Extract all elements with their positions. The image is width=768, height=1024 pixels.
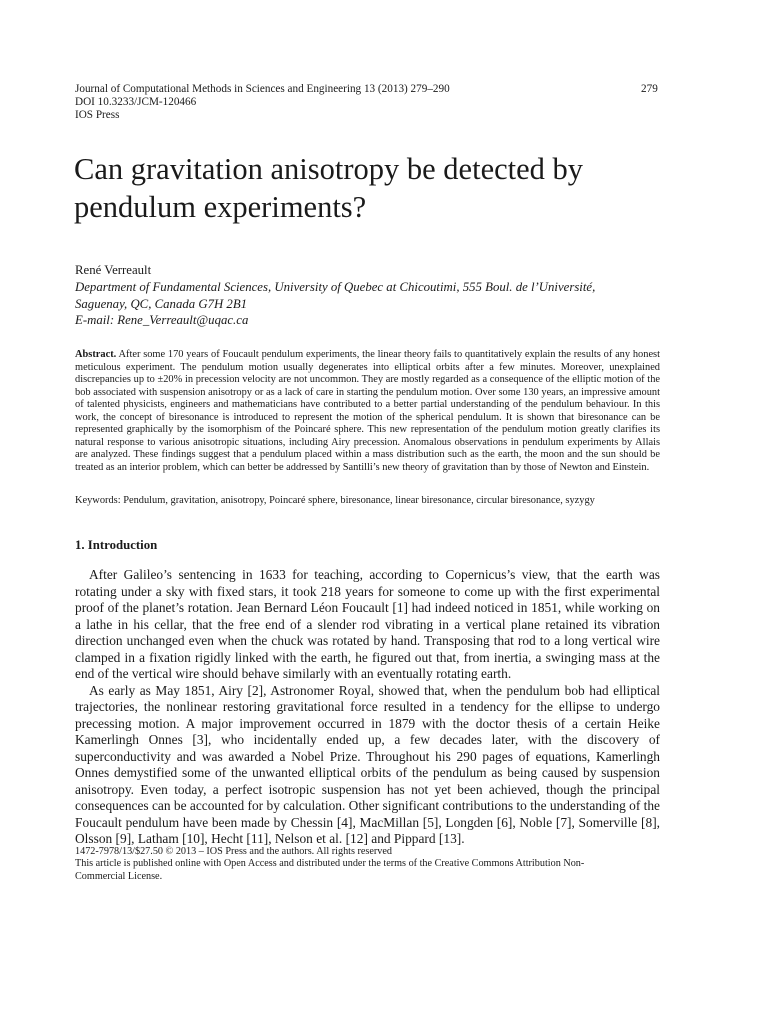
affiliation-address: Saguenay, QC, Canada G7H 2B1 <box>75 296 248 311</box>
doi[interactable]: DOI 10.3233/JCM-120466 <box>75 96 197 108</box>
copyright-line: 1472-7978/13/$27.50 © 2013 – IOS Press and the authors. All rights reserved <box>75 846 393 857</box>
body-text <box>75 567 660 848</box>
abstract-label: Abstract. <box>75 349 117 360</box>
abstract <box>75 349 660 474</box>
running-header <box>75 83 450 122</box>
author-email[interactable]: E-mail: Rene_Verreault@uqac.ca <box>75 313 249 327</box>
section-heading: 1. Introduction <box>75 538 158 552</box>
footer-notice <box>75 846 665 883</box>
article-title: Can gravitation anisotropy be detected by pendulum experiments? <box>74 152 584 224</box>
keywords: Keywords: Pendulum, gravitation, anisotropy, Poincaré sphere, biresonance, linear biresonance, circular biresonance, syzygy <box>75 495 595 506</box>
license-line: This article is published online with Open Access and distributed under the terms of the Creative Commons Attribution Non- <box>75 858 585 870</box>
journal-citation: Journal of Computational Methods in Sciences and Engineering 13 (2013) 279–290 <box>75 83 450 95</box>
author-affiliation <box>75 279 675 329</box>
publisher: IOS Press <box>75 109 120 121</box>
abstract-text: After some 170 years of Foucault pendulum experiments, the linear theory fails to quantitatively explain the results of any honest meticulous experiment. The pendulum motion usually degenerates into elliptical orbits after a few minutes. Moreover, unexplained discrepancies up to ±20% in precession velocity are not uncommon. They are mostly regarded as a consequence of the elliptic motion of the bob associated with suspension anisotropy or as a lack of care in starting the pendulum motion. Over some 130 years, an impressive amount of talented physicists, engineers and mathematicians have contributed to a better partial understanding of the pendulum behaviour. In this work, the concept of biresonance is introduced to represent the motion of the spherical pendulum. It is shown that biresonance can be represented graphically by the isomorphism of the Poincaré sphere. This new representation of the pendulum motion greatly clarifies its natural response to various anisotropic situations, including Airy precession. Anomalous observations in pendulum experiments by Allais are analyzed. These findings suggest that a pendulum placed within a mass distribution such as the earth, the moon and the sun should be treated as an interior problem, which can better be addressed by Santilli’s new theory of gravitation than by those of Newton and Einstein. <box>75 349 660 473</box>
paragraph: As early as May 1851, Airy [2], Astronomer Royal, showed that, when the pendulum bob had elliptical trajectories, the nonlinear restoring gravitational force resulted in a tendency for the ellipse to undergo precessing motion. A major improvement occurred in 1879 with the doctor thesis of a certain Heike Kamerlingh Onnes [3], who incidentally ended up, a few decades later, with the discovery of superconductivity and was awarded a Nobel Prize. Throughout his 290 pages of equations, Kamerlingh Onnes demystified some of the unwanted elliptical orbits of the pendulum as being caused by suspension anisotropy. Even today, a perfect isotropic suspension has not yet been achieved, though the principal consequences can be accounted for by calculation. Other significant contributions to the understanding of the Foucault pendulum have been made by Chessin [4], MacMillan [5], Longden [6], Noble [7], Somerville [8], Olsson [9], Latham [10], Hecht [11], Nelson et al. [12] and Pippard [13]. <box>75 682 660 846</box>
paragraph: After Galileo’s sentencing in 1633 for teaching, according to Copernicus’s view, that the earth was rotating under a sky with fixed stars, it took 218 years for someone to come up with the first experimental proof of the planet’s rotation. Jean Bernard Léon Foucault [1] had indeed noticed in 1851, while working on a lathe in his cellar, that the free end of a slender rod vibrating in a vertical plane retained its vibration direction unchanged even when the chuck was rotated by hand. Transposing that rod to a long vertical wire clamped in a fixation rigidly linked with the earth, he figured out that, from inertia, a swinging mass at the end of the vertical wire should behave similarly with an eventually rotating earth. <box>75 567 660 681</box>
license-line: Commercial License. <box>75 870 163 882</box>
author-name: René Verreault <box>75 263 152 277</box>
page-number: 279 <box>641 83 658 95</box>
affiliation-line: Department of Fundamental Sciences, University of Quebec at Chicoutimi, 555 Boul. de l’Université, <box>75 280 596 294</box>
